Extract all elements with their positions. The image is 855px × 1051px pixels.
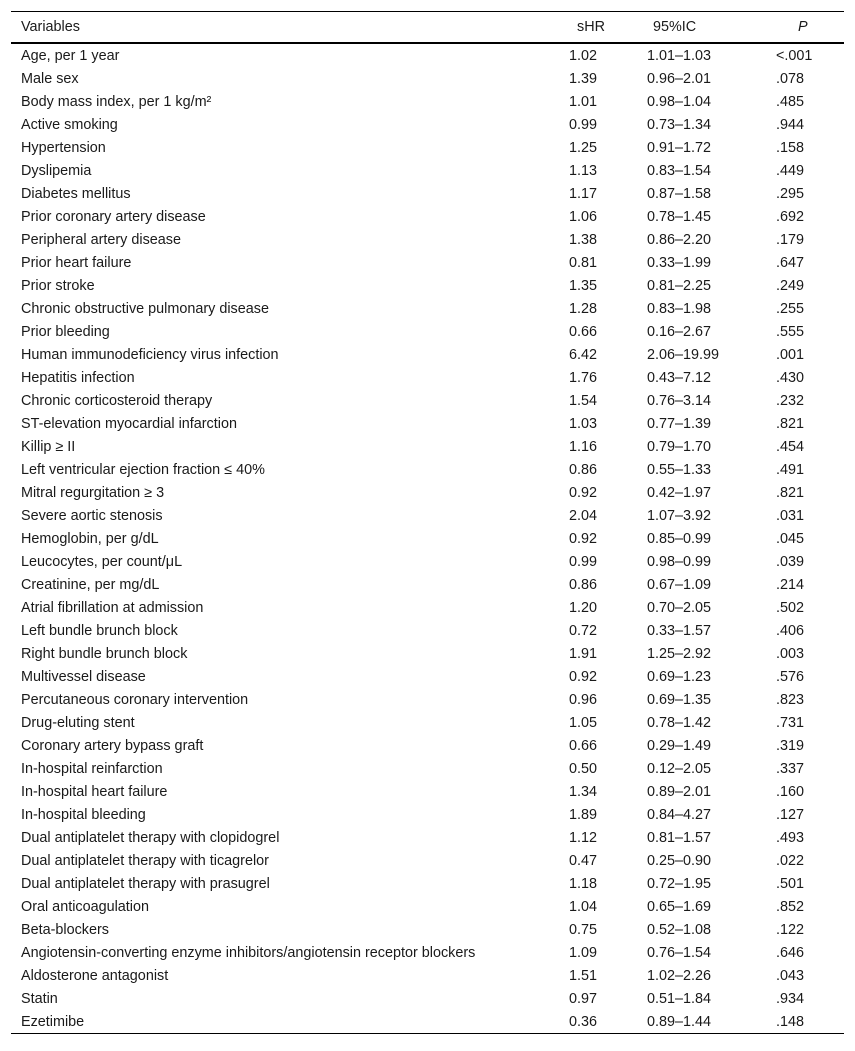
p-value-cell: .039: [776, 553, 805, 570]
variable-cell: In-hospital bleeding: [21, 806, 146, 823]
p-value-cell: .295: [776, 185, 805, 202]
ci-cell: 0.55–1.33: [647, 461, 712, 478]
variable-cell: Chronic corticosteroid therapy: [21, 392, 213, 409]
variable-cell: Right bundle brunch block: [21, 645, 188, 662]
ci-cell: 0.33–1.99: [647, 254, 712, 271]
p-value-cell: .043: [776, 967, 805, 984]
variable-cell: Creatinine, per mg/dL: [21, 576, 160, 593]
variable-cell: Angiotensin-converting enzyme inhibitors/angiotensin receptor blockers: [21, 944, 476, 961]
ci-cell: 0.98–0.99: [647, 553, 712, 570]
shr-cell: 0.47: [569, 852, 598, 869]
ci-cell: 0.83–1.54: [647, 162, 712, 179]
variable-cell: Hemoglobin, per g/dL: [21, 530, 159, 547]
table-row: [11, 619, 844, 642]
p-value-cell: .934: [776, 990, 805, 1007]
variable-cell: Prior bleeding: [21, 323, 110, 340]
variable-cell: Prior coronary artery disease: [21, 208, 206, 225]
shr-cell: 0.81: [569, 254, 598, 271]
ci-cell: 1.01–1.03: [647, 47, 712, 64]
table-row: [11, 159, 844, 182]
variable-cell: Ezetimibe: [21, 1013, 85, 1030]
variable-cell: ST-elevation myocardial infarction: [21, 415, 237, 432]
p-value-cell: .319: [776, 737, 805, 754]
p-value-cell: .406: [776, 622, 805, 639]
ci-cell: 0.52–1.08: [647, 921, 712, 938]
table-row: [11, 458, 844, 481]
ci-cell: 0.84–4.27: [647, 806, 712, 823]
shr-cell: 0.86: [569, 576, 598, 593]
table-row: [11, 757, 844, 780]
shr-cell: 0.99: [569, 553, 598, 570]
p-value-cell: .127: [776, 806, 805, 823]
ci-cell: 0.33–1.57: [647, 622, 712, 639]
variable-cell: Drug-eluting stent: [21, 714, 135, 731]
shr-cell: 0.97: [569, 990, 598, 1007]
variable-cell: Age, per 1 year: [21, 47, 120, 64]
table-row: [11, 895, 844, 918]
ci-cell: 1.02–2.26: [647, 967, 712, 984]
shr-cell: 1.06: [569, 208, 598, 225]
table-row: [11, 435, 844, 458]
variable-cell: Human immunodeficiency virus infection: [21, 346, 279, 363]
table-row: [11, 642, 844, 665]
variable-cell: Left bundle brunch block: [21, 622, 178, 639]
p-value-cell: .232: [776, 392, 805, 409]
table-row: [11, 343, 844, 366]
p-value-cell: .555: [776, 323, 805, 340]
variable-cell: Leucocytes, per count/μL: [21, 553, 183, 570]
ci-cell: 0.89–1.44: [647, 1013, 712, 1030]
table-row: [11, 872, 844, 895]
shr-cell: 1.38: [569, 231, 598, 248]
p-value-cell: .003: [776, 645, 805, 662]
p-value-cell: .158: [776, 139, 805, 156]
table-row: [11, 803, 844, 826]
table-row: [11, 113, 844, 136]
p-value-cell: .944: [776, 116, 805, 133]
table-row: [11, 941, 844, 964]
ci-cell: 0.69–1.23: [647, 668, 712, 685]
p-value-cell: .001: [776, 346, 805, 363]
table-row: [11, 711, 844, 734]
header-variables: Variables: [21, 19, 80, 35]
p-value-cell: .491: [776, 461, 805, 478]
p-value-cell: .031: [776, 507, 805, 524]
variable-cell: Killip ≥ II: [21, 438, 76, 455]
p-value-cell: .160: [776, 783, 805, 800]
variable-cell: Dyslipemia: [21, 162, 92, 179]
shr-cell: 1.35: [569, 277, 598, 294]
variable-cell: Body mass index, per 1 kg/m²: [21, 93, 212, 110]
variable-cell: Aldosterone antagonist: [21, 967, 169, 984]
p-value-cell: .022: [776, 852, 805, 869]
variable-cell: Male sex: [21, 70, 79, 87]
ci-cell: 0.73–1.34: [647, 116, 712, 133]
table-row: [11, 136, 844, 159]
ci-cell: 1.07–3.92: [647, 507, 712, 524]
ci-cell: 0.25–0.90: [647, 852, 712, 869]
p-value-cell: .122: [776, 921, 805, 938]
variable-cell: Peripheral artery disease: [21, 231, 181, 248]
variable-cell: Diabetes mellitus: [21, 185, 131, 202]
shr-cell: 1.20: [569, 599, 598, 616]
table-row: [11, 849, 844, 872]
shr-cell: 1.03: [569, 415, 598, 432]
ci-cell: 0.87–1.58: [647, 185, 712, 202]
table-row: [11, 182, 844, 205]
ci-cell: 0.76–3.14: [647, 392, 712, 409]
p-value-cell: <.001: [776, 47, 813, 64]
p-value-cell: .337: [776, 760, 805, 777]
p-value-cell: .179: [776, 231, 805, 248]
ci-cell: 0.81–2.25: [647, 277, 712, 294]
ci-cell: 0.43–7.12: [647, 369, 712, 386]
table-row: [11, 596, 844, 619]
ci-cell: 0.51–1.84: [647, 990, 712, 1007]
shr-cell: 1.91: [569, 645, 598, 662]
shr-cell: 1.04: [569, 898, 598, 915]
ci-cell: 0.91–1.72: [647, 139, 712, 156]
header-shr: sHR: [577, 19, 605, 35]
variable-cell: Coronary artery bypass graft: [21, 737, 204, 754]
variable-cell: In-hospital reinfarction: [21, 760, 163, 777]
p-value-cell: .692: [776, 208, 805, 225]
p-value-cell: .501: [776, 875, 805, 892]
shr-cell: 0.92: [569, 484, 598, 501]
p-value-cell: .823: [776, 691, 805, 708]
ci-cell: 0.16–2.67: [647, 323, 712, 340]
p-value-cell: .821: [776, 484, 805, 501]
header-ci: 95%IC: [653, 19, 697, 35]
variable-cell: Beta-blockers: [21, 921, 109, 938]
shr-cell: 0.96: [569, 691, 598, 708]
table-row: [11, 826, 844, 849]
variable-cell: Hypertension: [21, 139, 106, 156]
variable-cell: In-hospital heart failure: [21, 783, 168, 800]
variable-cell: Mitral regurgitation ≥ 3: [21, 484, 165, 501]
table-row: [11, 780, 844, 803]
shr-cell: 1.18: [569, 875, 598, 892]
p-value-cell: .647: [776, 254, 805, 271]
shr-cell: 1.54: [569, 392, 598, 409]
shr-cell: 1.34: [569, 783, 598, 800]
shr-cell: 1.28: [569, 300, 598, 317]
variable-cell: Chronic obstructive pulmonary disease: [21, 300, 269, 317]
table-row: [11, 918, 844, 941]
table-row: [11, 964, 844, 987]
variable-cell: Dual antiplatelet therapy with prasugrel: [21, 875, 270, 892]
ci-cell: 0.65–1.69: [647, 898, 712, 915]
variable-cell: Dual antiplatelet therapy with ticagrelor: [21, 852, 269, 869]
ci-cell: 2.06–19.99: [647, 346, 720, 363]
table-row: [11, 389, 844, 412]
p-value-cell: .148: [776, 1013, 805, 1030]
ci-cell: 0.81–1.57: [647, 829, 712, 846]
table-row: [11, 734, 844, 757]
table-row: [11, 665, 844, 688]
shr-cell: 1.09: [569, 944, 598, 961]
variable-cell: Dual antiplatelet therapy with clopidogrel: [21, 829, 280, 846]
results-table-container: [11, 11, 844, 1034]
results-table: [11, 11, 844, 1034]
table-body: [11, 43, 844, 1034]
table-row: [11, 527, 844, 550]
shr-cell: 0.75: [569, 921, 598, 938]
table-row: [11, 205, 844, 228]
variable-cell: Oral anticoagulation: [21, 898, 149, 915]
table-row: [11, 90, 844, 113]
variable-cell: Left ventricular ejection fraction ≤ 40%: [21, 461, 265, 478]
shr-cell: 0.36: [569, 1013, 598, 1030]
variable-cell: Severe aortic stenosis: [21, 507, 163, 524]
table-row: [11, 412, 844, 435]
shr-cell: 0.92: [569, 530, 598, 547]
variable-cell: Multivessel disease: [21, 668, 146, 685]
p-value-cell: .731: [776, 714, 805, 731]
p-value-cell: .078: [776, 70, 805, 87]
table-row: [11, 274, 844, 297]
ci-cell: 1.25–2.92: [647, 645, 712, 662]
ci-cell: 0.67–1.09: [647, 576, 712, 593]
table-row: [11, 504, 844, 527]
table-row: [11, 550, 844, 573]
variable-cell: Atrial fibrillation at admission: [21, 599, 204, 616]
shr-cell: 1.76: [569, 369, 598, 386]
p-value-cell: .454: [776, 438, 805, 455]
table-row: [11, 481, 844, 504]
ci-cell: 0.98–1.04: [647, 93, 712, 110]
table-row: [11, 251, 844, 274]
shr-cell: 6.42: [569, 346, 598, 363]
ci-cell: 0.79–1.70: [647, 438, 712, 455]
ci-cell: 0.72–1.95: [647, 875, 712, 892]
ci-cell: 0.86–2.20: [647, 231, 712, 248]
p-value-cell: .646: [776, 944, 805, 961]
ci-cell: 0.83–1.98: [647, 300, 712, 317]
variable-cell: Prior stroke: [21, 277, 95, 294]
p-value-cell: .502: [776, 599, 805, 616]
table-row: [11, 228, 844, 251]
shr-cell: 0.66: [569, 323, 598, 340]
shr-cell: 1.02: [569, 47, 598, 64]
shr-cell: 0.66: [569, 737, 598, 754]
shr-cell: 1.39: [569, 70, 598, 87]
shr-cell: 1.25: [569, 139, 598, 156]
shr-cell: 1.13: [569, 162, 598, 179]
ci-cell: 0.78–1.45: [647, 208, 712, 225]
ci-cell: 0.76–1.54: [647, 944, 712, 961]
p-value-cell: .045: [776, 530, 805, 547]
table-row: [11, 320, 844, 343]
ci-cell: 0.96–2.01: [647, 70, 712, 87]
table-row: [11, 573, 844, 596]
table-row: [11, 366, 844, 389]
shr-cell: 0.72: [569, 622, 598, 639]
p-value-cell: .430: [776, 369, 805, 386]
p-value-cell: .249: [776, 277, 805, 294]
shr-cell: 0.99: [569, 116, 598, 133]
ci-cell: 0.89–2.01: [647, 783, 712, 800]
ci-cell: 0.78–1.42: [647, 714, 712, 731]
variable-cell: Prior heart failure: [21, 254, 132, 271]
shr-cell: 1.01: [569, 93, 598, 110]
shr-cell: 2.04: [569, 507, 598, 524]
table-row: [11, 688, 844, 711]
table-row: [11, 987, 844, 1010]
p-value-cell: .852: [776, 898, 805, 915]
shr-cell: 0.50: [569, 760, 598, 777]
p-value-cell: .485: [776, 93, 805, 110]
shr-cell: 1.51: [569, 967, 598, 984]
p-value-cell: .449: [776, 162, 805, 179]
shr-cell: 1.12: [569, 829, 598, 846]
variable-cell: Active smoking: [21, 116, 118, 133]
table-row: [11, 297, 844, 320]
shr-cell: 1.16: [569, 438, 598, 455]
ci-cell: 0.42–1.97: [647, 484, 712, 501]
p-value-cell: .214: [776, 576, 805, 593]
shr-cell: 1.05: [569, 714, 598, 731]
p-value-cell: .493: [776, 829, 805, 846]
table-row: [11, 43, 844, 67]
ci-cell: 0.29–1.49: [647, 737, 712, 754]
ci-cell: 0.70–2.05: [647, 599, 712, 616]
header-p-value: P: [798, 19, 808, 35]
p-value-cell: .821: [776, 415, 805, 432]
ci-cell: 0.77–1.39: [647, 415, 712, 432]
shr-cell: 1.17: [569, 185, 598, 202]
table-row: [11, 1010, 844, 1034]
variable-cell: Statin: [21, 990, 58, 1007]
variable-cell: Hepatitis infection: [21, 369, 135, 386]
table-row: [11, 67, 844, 90]
p-value-cell: .255: [776, 300, 805, 317]
ci-cell: 0.69–1.35: [647, 691, 712, 708]
shr-cell: 0.92: [569, 668, 598, 685]
ci-cell: 0.12–2.05: [647, 760, 712, 777]
p-value-cell: .576: [776, 668, 805, 685]
ci-cell: 0.85–0.99: [647, 530, 712, 547]
table-header-row: [11, 12, 844, 44]
shr-cell: 0.86: [569, 461, 598, 478]
shr-cell: 1.89: [569, 806, 598, 823]
variable-cell: Percutaneous coronary intervention: [21, 691, 249, 708]
